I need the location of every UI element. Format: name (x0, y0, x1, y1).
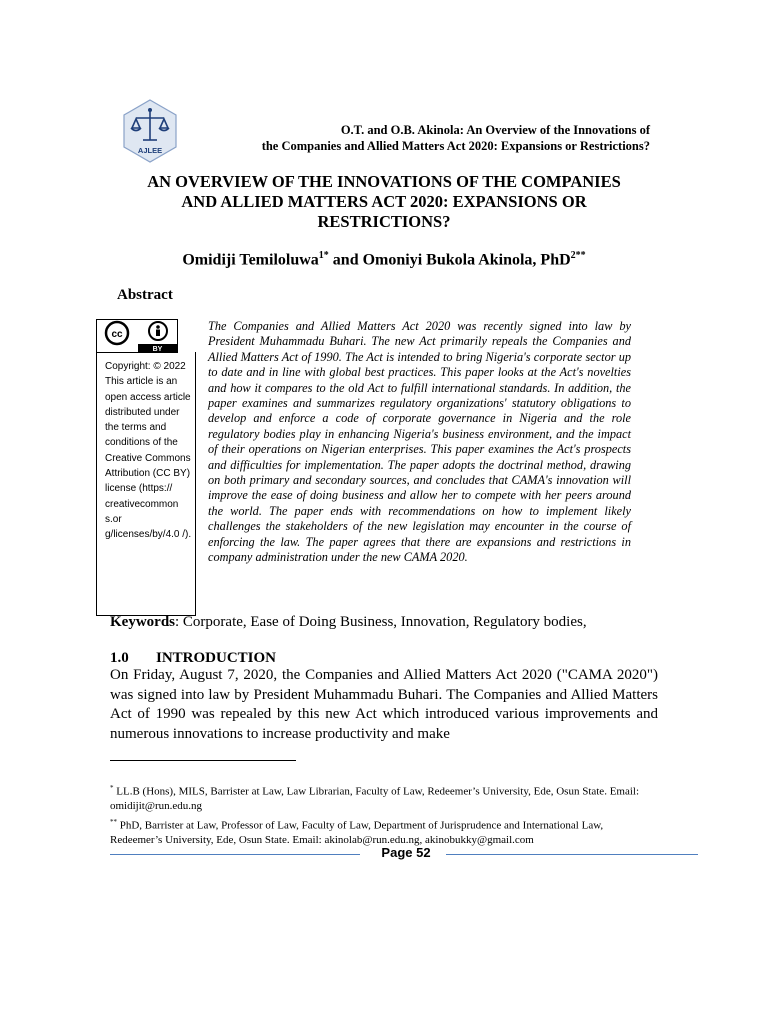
title-line-2: AND ALLIED MATTERS ACT 2020: EXPANSIONS OR (181, 192, 587, 211)
running-head-line-1: O.T. and O.B. Akinola: An Overview of the Innovations of (340, 123, 650, 137)
article-title (100, 172, 668, 232)
running-head-line-2: the Companies and Allied Matters Act 2020: Expansions or Restrictions? (261, 139, 650, 153)
section-title: INTRODUCTION (156, 650, 277, 666)
attribution-person-icon (149, 322, 167, 340)
author-1-name: Omidiji Temiloluwa (182, 251, 319, 269)
title-line-1: AN OVERVIEW OF THE INNOVATIONS OF THE COMPANIES (147, 172, 621, 191)
author-1-footnote-mark: 1* (318, 250, 329, 261)
author-2-name: Omoniyi Bukola Akinola, PhD (362, 251, 571, 269)
abstract-heading: Abstract (117, 287, 173, 303)
author-connector: and (328, 251, 363, 269)
badge-by-label: BY (152, 346, 163, 353)
license-notice: Copyright: © 2022 This article is an open access article distributed under the terms and conditions of the Creative Commons Attribution (CC BY) license (https:// creativecommon s.or g/licenses/by/4.0 /). (96, 352, 196, 616)
footer-rule-right (446, 854, 698, 855)
svg-text:cc: cc (111, 329, 123, 340)
footnotes (110, 781, 658, 848)
journal-logo (120, 98, 180, 164)
author-2-footnote-mark: 2** (570, 250, 586, 261)
running-head (190, 122, 650, 154)
title-line-3: RESTRICTIONS? (317, 212, 451, 231)
keywords-text: : Corporate, Ease of Doing Business, Innovation, Regulatory bodies, (175, 614, 587, 630)
footer-rule-left (110, 854, 360, 855)
author-line (100, 250, 668, 269)
section-number: 1.0 (110, 650, 129, 666)
footnote (110, 815, 658, 848)
footnote-text: LL.B (Hons), MILS, Barrister at Law, Law Librarian, Faculty of Law, Redeemer’s University, Ede, Osun State. Email: omidijit@run.edu.ng (110, 785, 640, 813)
footnote-mark: * (110, 784, 114, 792)
footnote-separator (110, 760, 296, 761)
page-number: Page 52 (381, 845, 431, 860)
creative-commons-icon (106, 322, 128, 344)
footnote-mark: ** (110, 817, 117, 826)
abstract-body: The Companies and Allied Matters Act 2020 was recently signed into law by President Muhammadu Buhari. The new Act primarily repeals the Companies and Allied Matters Act of 1990. The Act is intended to bring Nigeria's corporate sector up to date and in line with global best practices. This paper looks at the Act's novelties and how it compares to the old Act to fulfill international standards. In addition, the paper examines and summarizes regulatory organizations' statutory obligations to develop and enforce a code of corporate governance in Nigeria and the role regulatory bodies play in enhancing Nigeria's business environment, and the impact of their operations on Nigerian enterprises. This paper examines the Act's prospects and difficulties for implementation. The paper adopts the doctrinal method, drawing on both primary and secondary sources, and concludes that CAMA's innovation will improve the ease of doing business and allow her to compete with her peers around the world. The paper ends with recommendations on how to implement likely challenges the stakeholders of the new legislation may encounter in the course of enforcing the law. The paper agrees that there are expansions and restrictions in company administration under the new CAMA 2020. (208, 319, 631, 565)
keywords-label: Keywords (110, 614, 175, 630)
footnote-text: PhD, Barrister at Law, Professor of Law, Faculty of Law, Department of Jurisprudence and International Law, Redeemer’s University, Ede, Osun State. Email: akinolab@run.edu.ng, akinobukky@gmail.com (110, 819, 604, 846)
introduction-body: On Friday, August 7, 2020, the Companies and Allied Matters Act 2020 ("CAMA 2020") was signed into law by President Muhammadu Buhari. The Companies and Allied Matters Act of 1990 was repealed by this new Act which introduced various improvements and numerous innovations to increase productivity and make (110, 667, 658, 742)
cc-by-license-badge (96, 319, 178, 353)
section-heading (110, 650, 276, 667)
footnote (110, 781, 658, 814)
logo-text: AJLEE (137, 146, 163, 155)
keywords-line (110, 614, 587, 631)
